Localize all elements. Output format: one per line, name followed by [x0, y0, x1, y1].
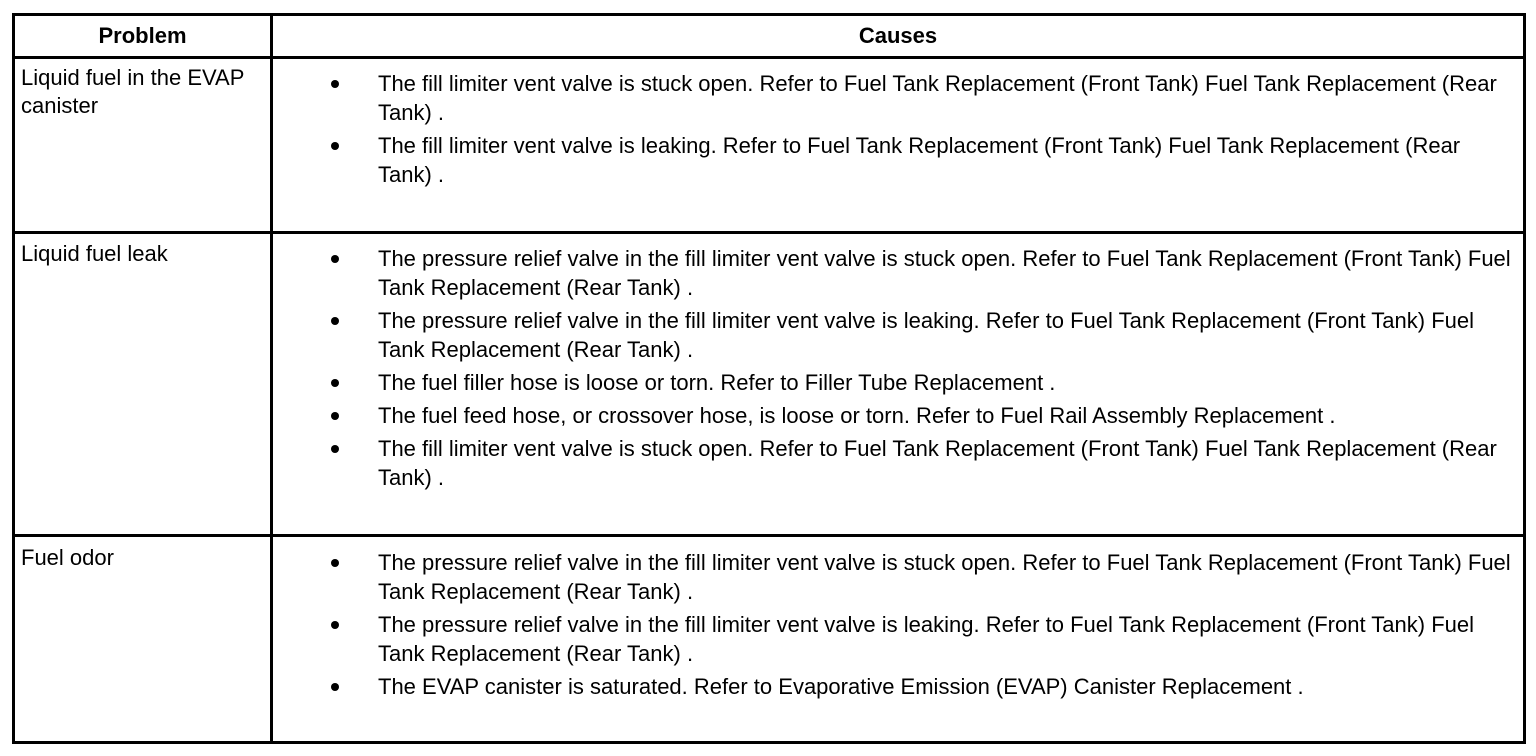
header-divider — [15, 56, 1523, 59]
cause-item — [315, 306, 1515, 364]
cause-text: The fill limiter vent valve is stuck open. Refer to Fuel Tank Replacement (Front Tank) Fuel Tank Replacement (Rear Tank) . — [378, 71, 1497, 125]
cause-item — [315, 672, 1515, 701]
cause-text: The fill limiter vent valve is stuck open. Refer to Fuel Tank Replacement (Front Tank) Fuel Tank Replacement (Rear Tank) . — [378, 436, 1497, 490]
problem-cell: Liquid fuel in the EVAP canister — [21, 65, 245, 118]
cause-item — [315, 131, 1515, 189]
causes-list — [315, 244, 1515, 496]
bullet-icon — [331, 559, 339, 567]
bullet-icon — [331, 80, 339, 88]
causes-list — [315, 69, 1515, 193]
bullet-icon — [331, 317, 339, 325]
cause-item — [315, 434, 1515, 492]
bullet-icon — [331, 621, 339, 629]
cause-text: The fuel filler hose is loose or torn. Refer to Filler Tube Replacement . — [378, 370, 1056, 395]
header-problem: Problem — [98, 23, 187, 48]
cause-text: The pressure relief valve in the fill limiter vent valve is leaking. Refer to Fuel Tank Replacement (Front Tank) Fuel Tank Replacement (Rear Tank) . — [378, 308, 1474, 362]
cause-item — [315, 548, 1515, 606]
cause-item — [315, 401, 1515, 430]
bullet-icon — [331, 445, 339, 453]
cause-text: The fuel feed hose, or crossover hose, is loose or torn. Refer to Fuel Rail Assembly Replacement . — [378, 403, 1336, 428]
cause-item — [315, 244, 1515, 302]
bullet-icon — [331, 142, 339, 150]
cause-item — [315, 368, 1515, 397]
cause-text: The EVAP canister is saturated. Refer to Evaporative Emission (EVAP) Canister Replacement . — [378, 674, 1304, 699]
cause-text: The fill limiter vent valve is leaking. Refer to Fuel Tank Replacement (Front Tank) Fuel Tank Replacement (Rear Tank) . — [378, 133, 1461, 187]
cause-item — [315, 610, 1515, 668]
bullet-icon — [331, 255, 339, 263]
row-divider — [15, 534, 1523, 537]
problem-cell: Liquid fuel leak — [21, 241, 168, 266]
header-causes: Causes — [858, 23, 938, 48]
column-divider — [270, 16, 273, 741]
cause-text: The pressure relief valve in the fill limiter vent valve is leaking. Refer to Fuel Tank Replacement (Front Tank) Fuel Tank Replacement (Rear Tank) . — [378, 612, 1474, 666]
row-divider — [15, 231, 1523, 234]
cause-item — [315, 69, 1515, 127]
bullet-icon — [331, 412, 339, 420]
diagnostic-table — [12, 13, 1526, 744]
cause-text: The pressure relief valve in the fill limiter vent valve is stuck open. Refer to Fuel Tank Replacement (Front Tank) Fuel Tank Replacement (Rear Tank) . — [378, 550, 1511, 604]
causes-list — [315, 548, 1515, 705]
bullet-icon — [331, 683, 339, 691]
bullet-icon — [331, 379, 339, 387]
cause-text: The pressure relief valve in the fill limiter vent valve is stuck open. Refer to Fuel Tank Replacement (Front Tank) Fuel Tank Replacement (Rear Tank) . — [378, 246, 1511, 300]
problem-cell: Fuel odor — [21, 545, 114, 570]
